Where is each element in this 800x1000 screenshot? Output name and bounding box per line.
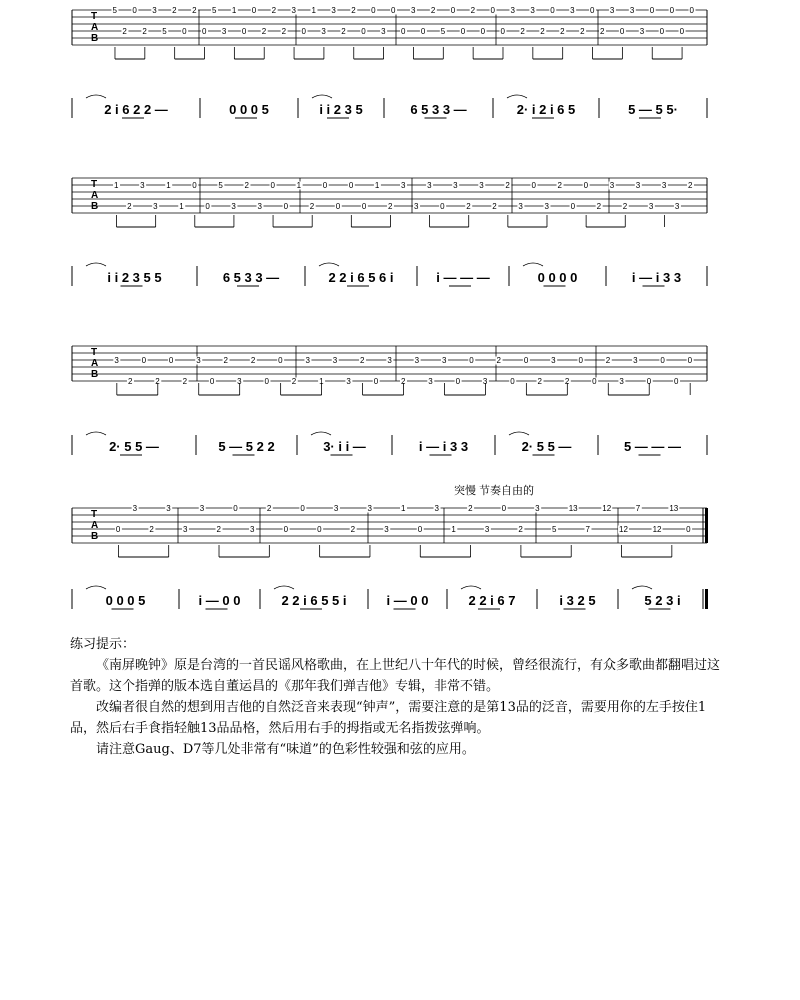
tab-fret-number: 0: [132, 6, 137, 15]
jianpu-measure: 5 — — —: [623, 439, 682, 454]
jianpu-measure: i 3 2 5: [559, 593, 596, 608]
tab-fret-number: 1: [401, 504, 406, 513]
tab-fret-number: 0: [233, 504, 238, 513]
tab-fret-number: 5: [112, 6, 117, 15]
jianpu-tie: [319, 263, 339, 266]
tab-fret-number: 0: [460, 27, 466, 36]
tab-fret-number: 2: [496, 356, 502, 365]
tab-fret-number: 0: [669, 6, 675, 15]
tab-fret-number: 0: [592, 377, 597, 386]
tab-fret-number: 5: [551, 525, 557, 534]
jianpu-measure: 5 2 3 i: [644, 593, 681, 608]
tab-fret-number: 2: [266, 504, 272, 513]
tab-fret-number: 3: [484, 525, 490, 534]
tab-fret-number: 3: [387, 356, 392, 365]
tab-fret-number: 3: [231, 202, 236, 211]
tab-fret-number: 3: [384, 525, 389, 534]
jianpu-tie: [632, 586, 652, 589]
tab-fret-number: 3: [609, 181, 615, 190]
jianpu-measure: 2· 5 5 —: [109, 439, 159, 454]
tab-fret-number: 0: [578, 356, 583, 365]
jianpu-tie: [311, 432, 331, 435]
tab-fret-number: 13: [669, 504, 679, 513]
tab-clef-letter: B: [91, 33, 99, 44]
jianpu-measure: i i 2 3 5 5: [107, 270, 162, 285]
tab-fret-number: 0: [270, 181, 276, 190]
tab-fret-number: 3: [182, 525, 188, 534]
tab-fret-number: 1: [311, 6, 316, 15]
tab-fret-number: 0: [490, 6, 495, 15]
tab-fret-number: 2: [172, 6, 177, 15]
tab-fret-number: 3: [674, 202, 680, 211]
tab-fret-number: 3: [346, 377, 351, 386]
tab-fret-number: 3: [381, 27, 386, 36]
tab-fret-number: 2: [596, 202, 602, 211]
tab-fret-number: 0: [679, 27, 685, 36]
tab-fret-number: 3: [434, 504, 439, 513]
tab-fret-number: 0: [115, 525, 121, 534]
jianpu-tie: [509, 432, 529, 435]
tab-fret-number: 2: [122, 27, 127, 36]
tab-fret-number: 12: [652, 525, 662, 534]
tab-fret-number: 0: [348, 181, 354, 190]
tab-fret-number: 0: [192, 181, 197, 190]
tab-fret-number: 0: [686, 525, 691, 534]
tab-fret-number: 13: [568, 504, 578, 513]
notes-paragraph-3: 请注意Gaug、D7等几处非常有“味道”的色彩性较强和弦的应用。: [96, 742, 475, 757]
tab-fret-number: 2: [599, 27, 605, 36]
tab-fret-number: 7: [585, 525, 590, 534]
tab-fret-number: 0: [361, 27, 366, 36]
tab-fret-number: 3: [401, 181, 406, 190]
tab-fret-number: 3: [661, 181, 667, 190]
tab-fret-number: 0: [550, 6, 555, 15]
tab-fret-number: 2: [351, 6, 356, 15]
tab-fret-number: 3: [321, 27, 326, 36]
notes-title: 练习提示：: [70, 637, 136, 652]
tab-fret-number: 3: [332, 356, 338, 365]
tab-fret-number: 2: [261, 27, 267, 36]
jianpu-tie: [86, 586, 106, 589]
tab-fret-number: 2: [557, 181, 562, 190]
jianpu-tie: [507, 95, 527, 98]
jianpu-measure: 2 2 i 6 5 6 i: [328, 270, 394, 285]
jianpu-measure: 0 0 0 0: [537, 270, 578, 285]
tab-fret-number: 3: [551, 356, 556, 365]
jianpu-final-barline-thick: [705, 589, 708, 609]
tab-fret-number: 1: [166, 181, 171, 190]
tab-fret-number: 7: [635, 504, 641, 513]
practice-notes: [70, 634, 730, 760]
tab-clef-letter: A: [91, 22, 99, 33]
tab-fret-number: 2: [149, 525, 154, 534]
tab-fret-number: 2: [250, 356, 256, 365]
tab-fret-number: 1: [231, 6, 237, 15]
tab-fret-number: 0: [674, 377, 679, 386]
tab-fret-number: 3: [152, 6, 157, 15]
tab-fret-number: 0: [531, 181, 536, 190]
tab-fret-number: 2: [350, 525, 356, 534]
jianpu-measure: 6 5 3 3 —: [410, 102, 467, 117]
tab-fret-number: 12: [619, 525, 628, 534]
tab-fret-number: 3: [237, 377, 242, 386]
tab-fret-number: 2: [309, 202, 315, 211]
tab-fret-number: 0: [391, 6, 396, 15]
tab-fret-number: 2: [687, 181, 693, 190]
tab-fret-number: 3: [629, 6, 635, 15]
tab-fret-number: 2: [223, 356, 228, 365]
tab-fret-number: 3: [257, 202, 262, 211]
tab-fret-number: 0: [689, 6, 694, 15]
tab-fret-number: 3: [114, 356, 119, 365]
tab-fret-number: 3: [619, 377, 624, 386]
tab-fret-number: 0: [649, 6, 655, 15]
jianpu-measure: i — i 3 3: [418, 439, 469, 454]
tab-fret-number: 0: [500, 27, 505, 36]
notes-paragraph-2: 改编者很自然的想到用吉他的自然泛音来表现“钟声”，需要注意的是第13品的泛音，需要用你的左手按住1品，然后右手食指轻触13品品格，然后用右手的拇指或无名指拨弦弹响。: [70, 700, 707, 736]
tab-fret-number: 0: [141, 356, 147, 365]
jianpu-tie: [86, 95, 106, 98]
tab-fret-number: 3: [153, 202, 158, 211]
tab-fret-number: 3: [250, 525, 255, 534]
tab-fret-number: 3: [196, 356, 201, 365]
tab-fret-number: 0: [361, 202, 367, 211]
jianpu-measure: 2 2 i 6 7: [468, 593, 516, 608]
tab-fret-number: 0: [241, 27, 247, 36]
tab-fret-number: 0: [335, 202, 341, 211]
tab-fret-number: 3: [453, 181, 458, 190]
tab-fret-number: 0: [590, 6, 595, 15]
tab-fret-number: 0: [455, 377, 461, 386]
tab-fret-number: 2: [341, 27, 346, 36]
tab-fret-number: 3: [166, 504, 171, 513]
tab-fret-number: 0: [583, 181, 589, 190]
tab-fret-number: 1: [451, 525, 456, 534]
tab-fret-number: 12: [602, 504, 612, 513]
tab-fret-number: 2: [560, 27, 565, 36]
tab-fret-number: 3: [221, 27, 227, 36]
tab-fret-number: 0: [300, 504, 305, 513]
tab-clef-letter: T: [91, 11, 98, 22]
tab-fret-number: 3: [518, 202, 523, 211]
tab-fret-number: 3: [544, 202, 549, 211]
tab-fret-number: 0: [480, 27, 486, 36]
tab-fret-number: 3: [427, 181, 432, 190]
tab-fret-number: 2: [155, 377, 160, 386]
tab-fret-number: 3: [648, 202, 654, 211]
jianpu-measure: i — 0 0: [386, 593, 429, 608]
jianpu-tie: [274, 586, 294, 589]
tab-clef-letter: A: [91, 358, 99, 369]
tab-fret-number: 0: [373, 377, 379, 386]
tab-fret-number: 0: [510, 377, 515, 386]
jianpu-measure: i i 2 3 5: [319, 102, 363, 117]
tab-fret-number: 1: [179, 202, 184, 211]
jianpu-measure: i — — —: [436, 270, 490, 285]
tab-fret-number: 1: [374, 181, 380, 190]
tab-final-barline-thick: [705, 508, 708, 543]
tab-fret-number: 0: [660, 356, 665, 365]
tab-fret-number: 3: [305, 356, 310, 365]
tab-fret-number: 1: [296, 181, 302, 190]
tab-fret-number: 3: [333, 504, 339, 513]
tab-fret-number: 2: [564, 377, 570, 386]
tab-fret-number: 3: [535, 504, 540, 513]
tab-fret-number: 2: [520, 27, 525, 36]
jianpu-measure: 3· i i —: [323, 439, 366, 454]
jianpu-measure: 2· i 2 i 6 5: [516, 102, 576, 117]
tab-fret-number: 2: [291, 377, 297, 386]
tab-fret-number: 0: [278, 356, 283, 365]
tab-fret-number: 5: [218, 181, 223, 190]
tab-fret-number: 3: [570, 6, 575, 15]
tab-fret-number: 0: [570, 202, 576, 211]
tab-clef-letter: A: [91, 190, 99, 201]
jianpu-tie: [312, 95, 332, 98]
tab-fret-number: 5: [211, 6, 217, 15]
tab-fret-number: 2: [360, 356, 365, 365]
tab-fret-number: 2: [537, 377, 542, 386]
tab-fret-number: 3: [140, 181, 145, 190]
tab-fret-number: 0: [205, 202, 210, 211]
tab-fret-number: 0: [168, 356, 174, 365]
tab-fret-number: 2: [430, 6, 436, 15]
tab-fret-number: 3: [635, 181, 641, 190]
tab-fret-number: 0: [317, 525, 322, 534]
tab-fret-number: 0: [283, 525, 289, 534]
tab-fret-number: 2: [492, 202, 497, 211]
jianpu-tie: [86, 263, 106, 266]
jianpu-measure: 2· 5 5 —: [521, 439, 572, 454]
tab-fret-number: 3: [479, 181, 484, 190]
tab-fret-number: 2: [505, 181, 510, 190]
tab-fret-number: 2: [182, 377, 188, 386]
tab-fret-number: 3: [633, 356, 638, 365]
tab-fret-number: 3: [414, 202, 419, 211]
tab-fret-number: 0: [659, 27, 665, 36]
tab-fret-number: 0: [182, 27, 187, 36]
tab-fret-number: 3: [414, 356, 420, 365]
tab-fret-number: 0: [469, 356, 474, 365]
jianpu-measure: 0 0 0 5: [105, 593, 146, 608]
tab-fret-number: 0: [371, 6, 376, 15]
tab-fret-number: 3: [331, 6, 336, 15]
tab-fret-number: 0: [401, 27, 406, 36]
tab-clef-letter: T: [91, 347, 98, 358]
tab-fret-number: 0: [420, 27, 426, 36]
tab-fret-number: 2: [466, 202, 471, 211]
tab-fret-number: 2: [540, 27, 545, 36]
tab-fret-number: 2: [281, 27, 287, 36]
tab-fret-number: 0: [283, 202, 289, 211]
tab-fret-number: 3: [510, 6, 515, 15]
tab-clef-letter: A: [91, 520, 99, 531]
tab-fret-number: 1: [114, 181, 119, 190]
tab-fret-number: 2: [244, 181, 249, 190]
tab-fret-number: 2: [142, 27, 147, 36]
jianpu-tie: [86, 432, 106, 435]
tab-fret-number: 0: [619, 27, 625, 36]
tab-fret-number: 3: [639, 27, 645, 36]
tab-clef-letter: T: [91, 179, 98, 190]
jianpu-measure: i — 0 0: [198, 593, 241, 608]
tab-fret-number: 2: [605, 356, 611, 365]
jianpu-measure: 5 — 5 5·: [628, 102, 678, 117]
jianpu-measure: 6 5 3 3 —: [222, 270, 280, 285]
tab-fret-number: 0: [251, 6, 257, 15]
tab-fret-number: 0: [417, 525, 423, 534]
tab-fret-number: 0: [322, 181, 328, 190]
tab-fret-number: 3: [132, 504, 138, 513]
tab-fret-number: 0: [301, 27, 306, 36]
tab-clef-letter: B: [91, 531, 99, 542]
tab-fret-number: 2: [468, 504, 473, 513]
tab-fret-number: 5: [440, 27, 446, 36]
tab-fret-number: 0: [646, 377, 652, 386]
jianpu-measure: 5 — 5 2 2: [218, 439, 275, 454]
tab-clef-letter: B: [91, 369, 99, 380]
tab-fret-number: 2: [387, 202, 393, 211]
tab-fret-number: 2: [192, 6, 197, 15]
tab-fret-number: 0: [209, 377, 215, 386]
tab-fret-number: 3: [609, 6, 615, 15]
tab-fret-number: 2: [127, 202, 132, 211]
tab-fret-number: 2: [580, 27, 585, 36]
tab-clef-letter: B: [91, 201, 99, 212]
tab-fret-number: 0: [264, 377, 269, 386]
tab-fret-number: 2: [216, 525, 221, 534]
jianpu-tie: [461, 586, 481, 589]
tab-fret-number: 2: [622, 202, 628, 211]
tab-fret-number: 2: [518, 525, 523, 534]
tab-fret-number: 3: [441, 356, 447, 365]
tab-clef-letter: T: [91, 509, 98, 520]
tab-fret-number: 3: [410, 6, 416, 15]
tab-fret-number: 2: [401, 377, 406, 386]
tab-fret-number: 3: [199, 504, 205, 513]
tab-fret-number: 0: [687, 356, 693, 365]
jianpu-measure: 0 0 0 5: [229, 102, 269, 117]
tab-fret-number: 0: [440, 202, 445, 211]
tab-fret-number: 5: [162, 27, 167, 36]
jianpu-measure: i — i 3 3: [631, 270, 682, 285]
tab-fret-number: 2: [271, 6, 277, 15]
tab-fret-number: 3: [428, 377, 433, 386]
tab-fret-number: 2: [470, 6, 476, 15]
tempo-marking: 突慢 节奏自由的: [454, 485, 535, 497]
jianpu-tie: [523, 263, 543, 266]
tab-fret-number: 0: [523, 356, 529, 365]
notes-paragraph-1: 《南屏晚钟》原是台湾的一首民谣风格歌曲，在上世纪八十年代的时候，曾经很流行，有众多歌曲都翻唱过这首歌。这个指弹的版本选自董运昌的《那年我们弹吉他》专辑，非常不错。: [70, 658, 721, 694]
jianpu-measure: 2 i 6 2 2 —: [104, 102, 168, 117]
tab-fret-number: 3: [291, 6, 297, 15]
tab-fret-number: 3: [367, 504, 372, 513]
tab-fret-number: 0: [501, 504, 507, 513]
tab-fret-number: 0: [450, 6, 456, 15]
tab-fret-number: 3: [530, 6, 535, 15]
tab-fret-number: 0: [202, 27, 207, 36]
tab-fret-number: 3: [482, 377, 488, 386]
tab-fret-number: 1: [319, 377, 324, 386]
tab-fret-number: 2: [127, 377, 133, 386]
jianpu-measure: 2 2 i 6 5 5 i: [281, 593, 347, 608]
